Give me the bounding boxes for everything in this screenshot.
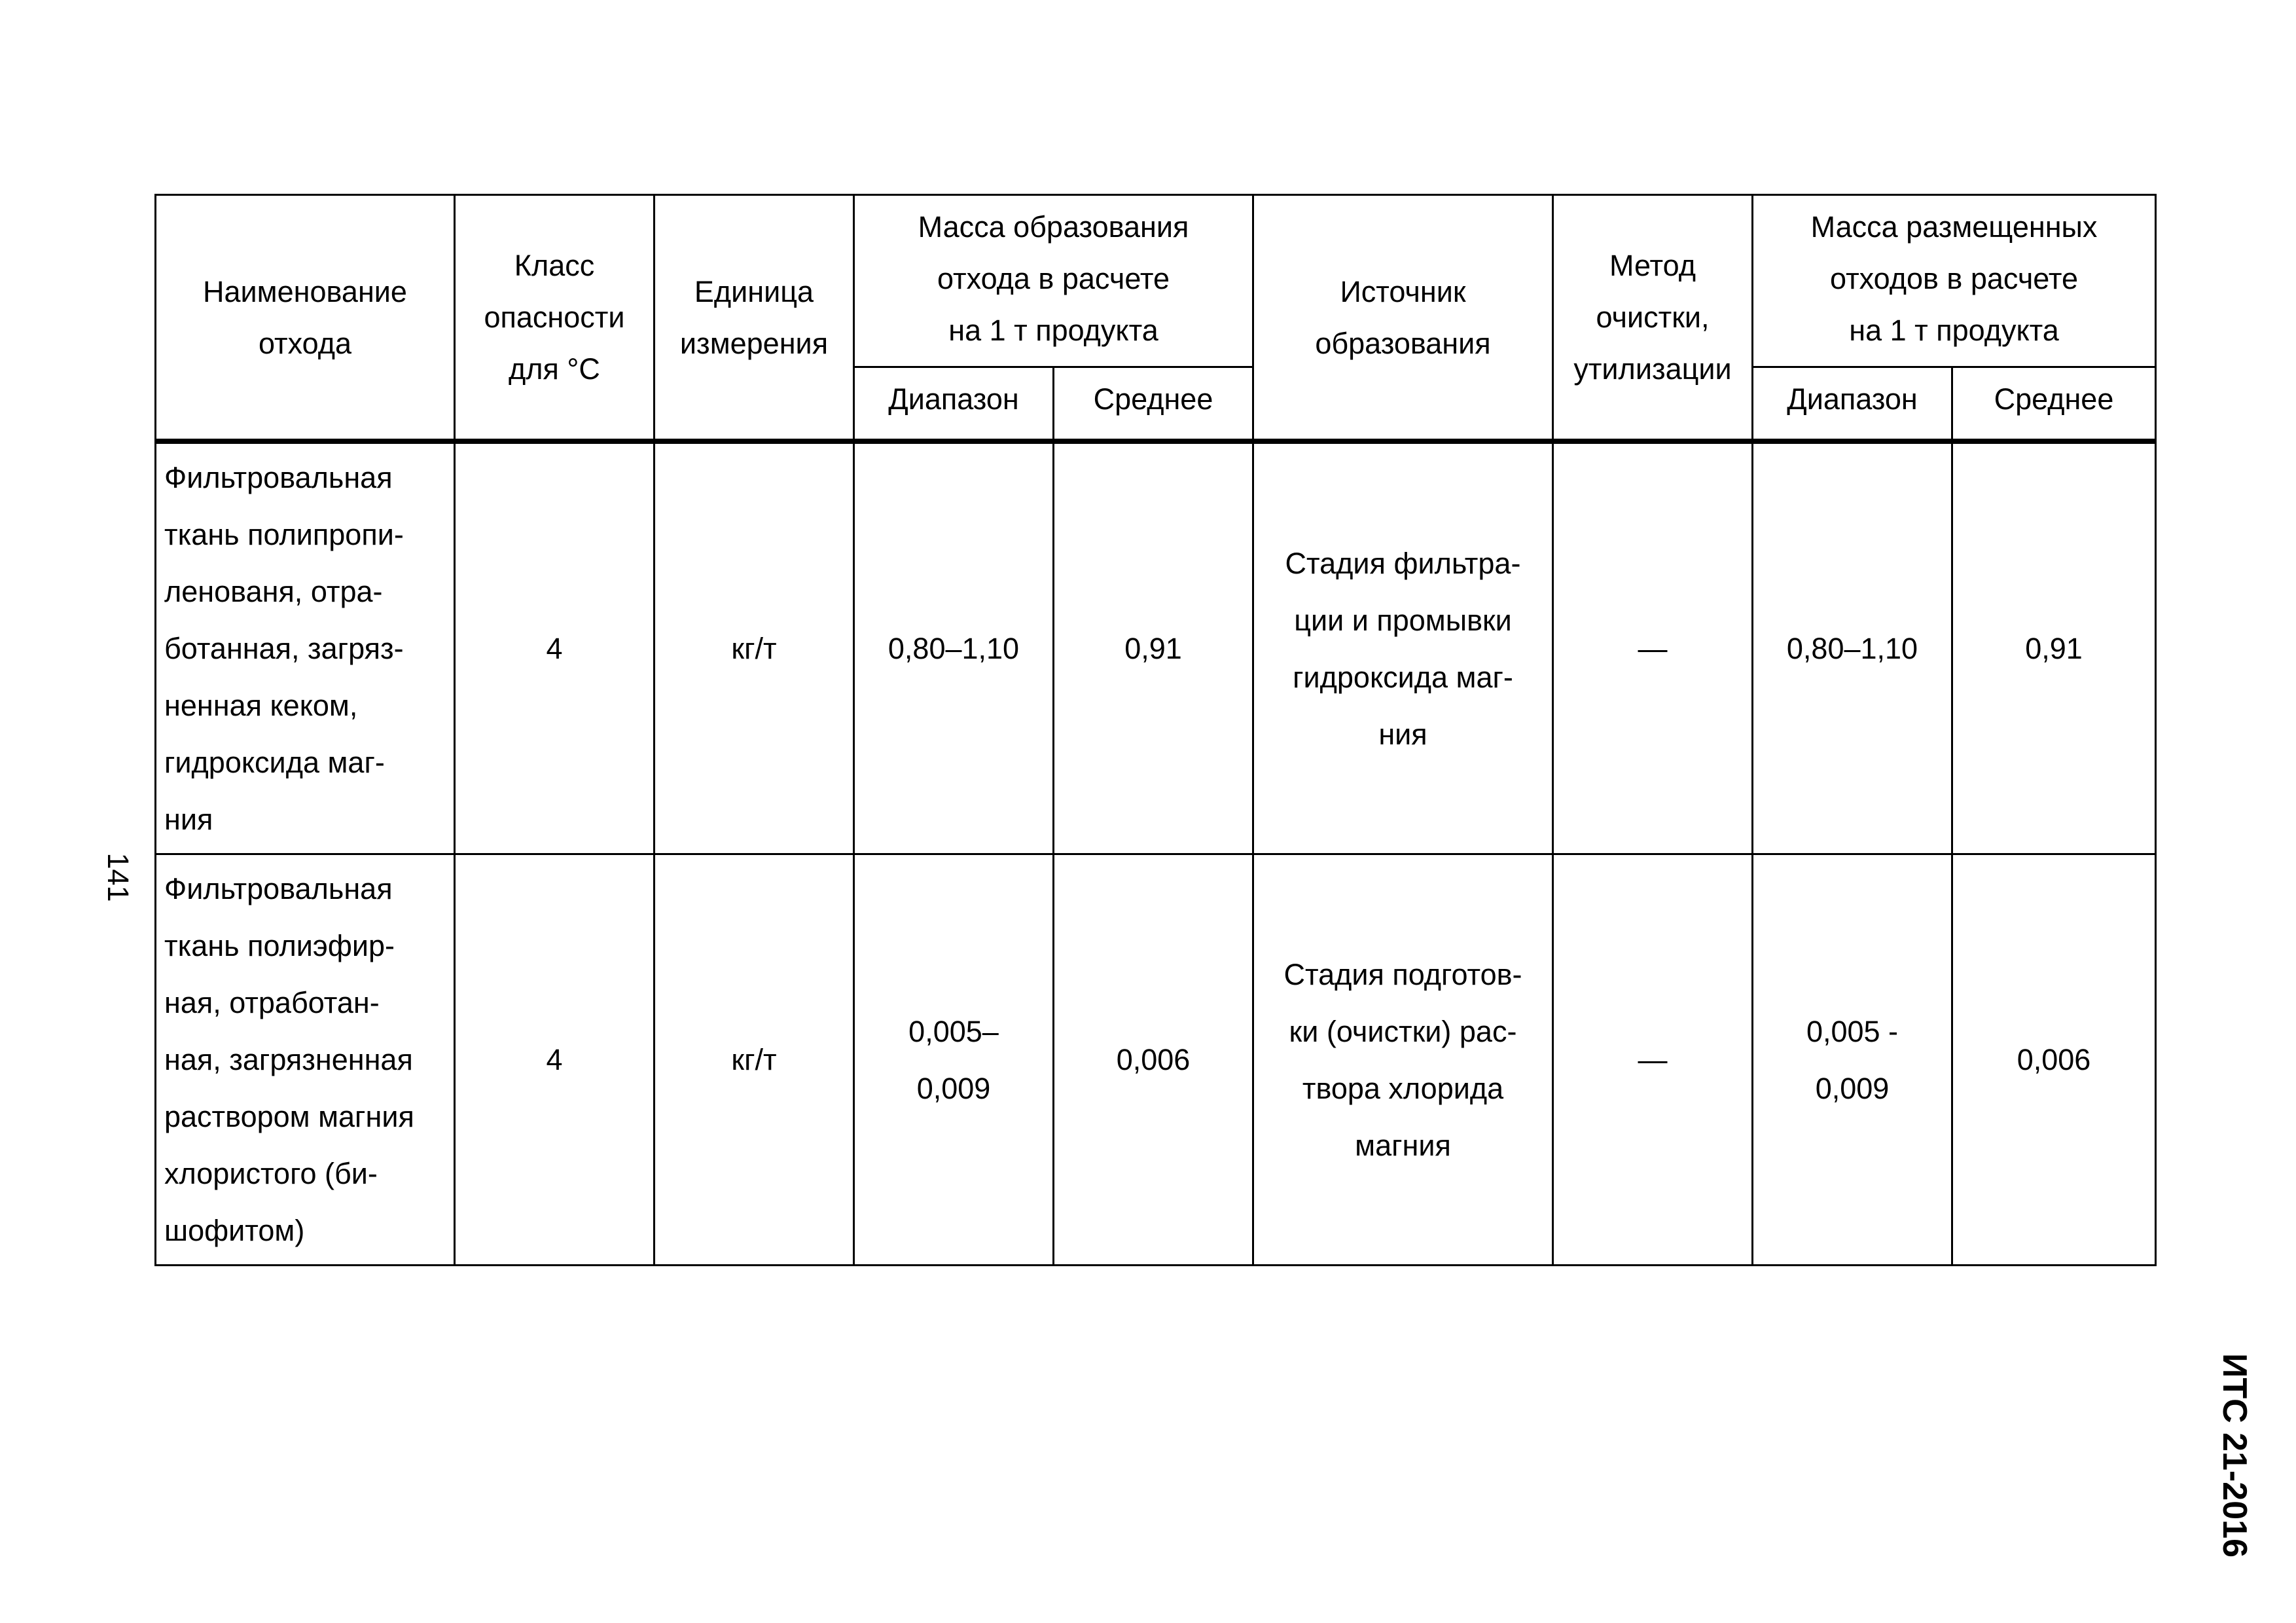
cell-hazard-class: 4 [455,854,655,1266]
cell-hazard-class: 4 [455,441,655,854]
table-row [156,854,2156,1266]
cell-method: — [1553,854,1753,1266]
cell-formed-average: 0,91 [1054,441,1253,854]
cell-placed-average: 0,006 [1952,854,2156,1266]
table-row [156,441,2156,854]
page-number: 141 [101,852,135,902]
header-formed-average: Среднее [1054,367,1253,442]
cell-source: Стадия подготов- ки (очистки) рас- твора хлорида магния [1253,854,1553,1266]
table-header [156,195,2156,442]
cell-formed-range: 0,80–1,10 [854,441,1054,854]
cell-formed-average: 0,006 [1054,854,1253,1266]
document-code: ИТС 21-2016 [2215,1353,2253,1558]
cell-source: Стадия фильтра- ции и промывки гидроксида маг- ния [1253,441,1553,854]
table-body [156,441,2156,1266]
header-source: Источник образования [1253,195,1553,442]
cell-unit: кг/т [655,854,854,1266]
cell-unit: кг/т [655,441,854,854]
header-formed-range: Диапазон [854,367,1054,442]
cell-method: — [1553,441,1753,854]
cell-placed-average: 0,91 [1952,441,2156,854]
cell-placed-range: 0,005 - 0,009 [1753,854,1952,1266]
waste-table [154,194,2157,1266]
cell-formed-range: 0,005– 0,009 [854,854,1054,1266]
header-method: Метод очистки, утилизации [1553,195,1753,442]
header-name: Наименование отхода [156,195,455,442]
header-placed-range: Диапазон [1753,367,1952,442]
header-mass-placed: Масса размещенных отходов в расчете на 1 т продукта [1753,195,2156,367]
header-mass-formed: Масса образования отхода в расчете на 1 т продукта [854,195,1253,367]
cell-placed-range: 0,80–1,10 [1753,441,1952,854]
header-hazard-class: Класс опасности для °С [455,195,655,442]
header-placed-average: Среднее [1952,367,2156,442]
cell-name: Фильтровальная ткань полиэфир- ная, отработан- ная, загрязненная раствором магния хлористого (би- шофитом) [156,854,455,1266]
header-unit: Единица измерения [655,195,854,442]
cell-name: Фильтровальная ткань полипропи- ленованя, отра- ботанная, загряз- ненная кеком, гидроксида маг- ния [156,441,455,854]
